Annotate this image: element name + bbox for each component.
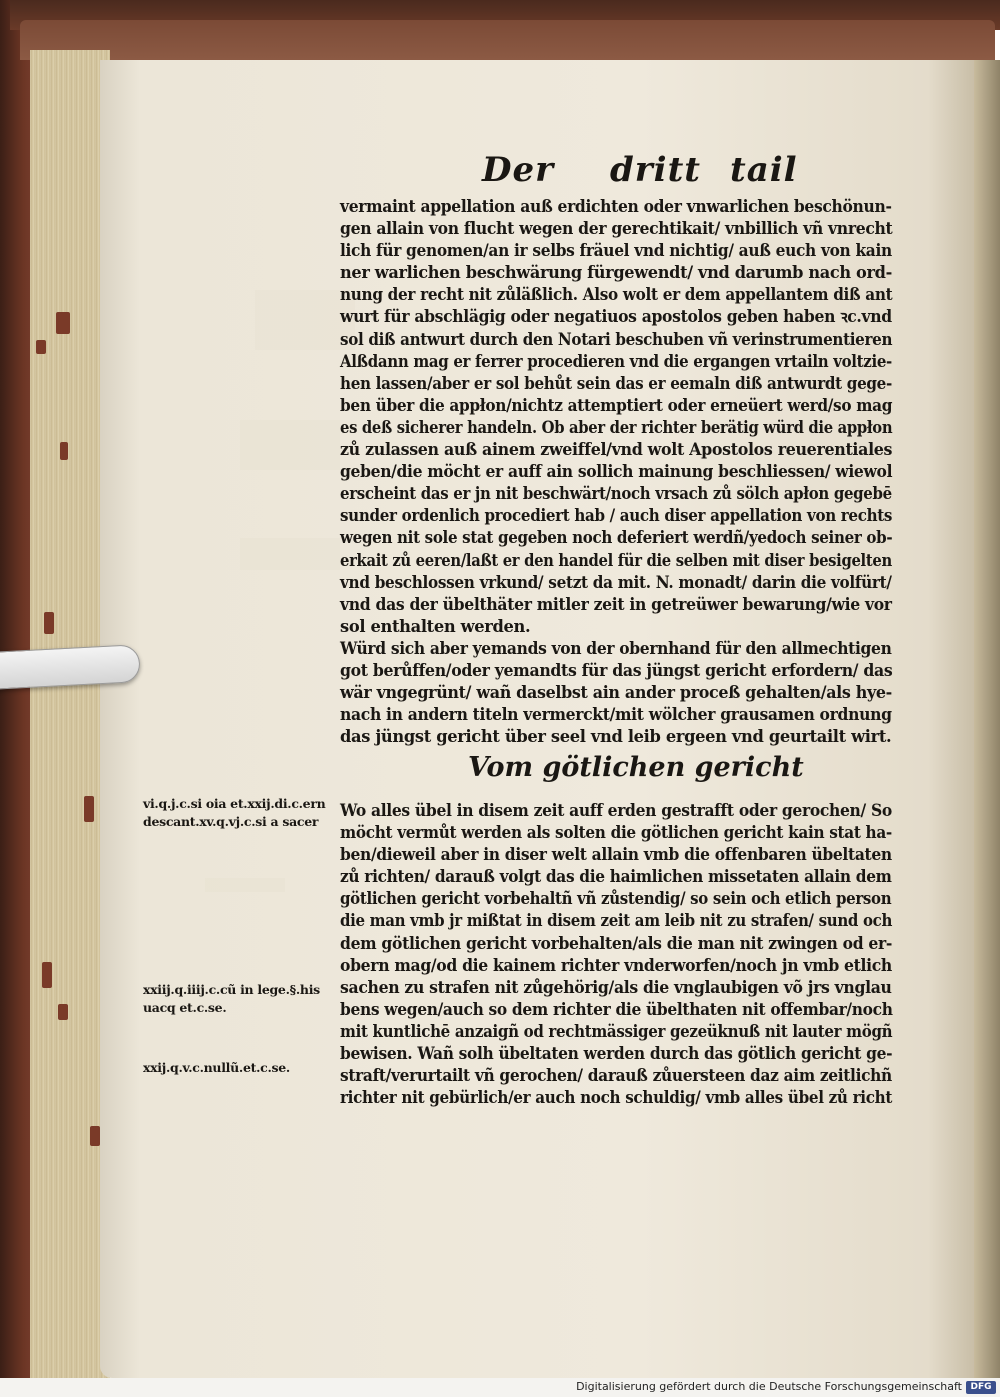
page-tab-marker bbox=[42, 962, 52, 988]
body-text-block bbox=[340, 800, 900, 1109]
page-tab-marker bbox=[36, 340, 46, 354]
text-line: sunder ordenlich procediert hab / auch diser appellation von rechts bbox=[340, 506, 893, 526]
marginal-note: xxij.q.v.c.nullũ.et.c.se. bbox=[143, 1060, 290, 1075]
marginal-note: descant.xv.q.vj.c.si a sacer bbox=[143, 814, 319, 829]
text-line: vnd das der übelthäter mitler zeit in getreüwer bewarung/wie vor bbox=[340, 594, 892, 614]
footer-bar bbox=[0, 1378, 1000, 1397]
marginal-note: xxiij.q.iiij.c.cũ in lege.§.his bbox=[143, 982, 320, 997]
text-line: das jüngst gericht über seel vnd leib ergeen vnd geurtailt wirt. bbox=[340, 727, 892, 747]
page-tab-marker bbox=[56, 312, 70, 334]
text-line: dem götlichen gericht vorbehalten/als die man nit zwingen od er- bbox=[340, 933, 893, 953]
text-line: götlichen gericht vorbehaltñ vñ zůstendig/ so sein och etlich person bbox=[340, 889, 892, 909]
text-line: got berůffen/oder yemandts für das jüngst gericht erfordern/ das bbox=[340, 660, 893, 680]
text-line: bens wegen/auch so dem richter die übelthaten nit offembar/noch bbox=[340, 999, 893, 1019]
text-line: mit kuntlichē anzaigñ od rechtmässiger gezeüknuß nit lauter mögñ bbox=[340, 1021, 893, 1041]
running-head-word: Der bbox=[482, 150, 555, 190]
text-line: wär vngegrünt/ wañ daselbst ain ander proceß gehalten/als hye- bbox=[340, 683, 892, 703]
text-line: sachen zu strafen nit zůgehörig/als die vnglaubigen võ jrs vnglau bbox=[340, 977, 892, 997]
page-tab-marker bbox=[58, 1004, 68, 1020]
text-line: ner warlichen beschwärung fürgewendt/ vnd darumb nach ord- bbox=[340, 263, 892, 283]
text-line: sol enthalten werden. bbox=[340, 616, 531, 636]
text-line: nach in andern titeln vermerckt/mit wölcher grausamen ordnung bbox=[340, 705, 892, 725]
text-line: wurt für abschlägig oder negatiuos apostolos geben haben ꝛc.vnd bbox=[340, 307, 892, 327]
text-line: Würd sich aber yemands von der obernhand für den allmechtigen bbox=[340, 638, 892, 658]
text-line: straft/verurtailt vñ gerochen/ darauß zůuersteen daz aim zeitlichñ bbox=[340, 1066, 892, 1086]
text-line: vnd beschlossen vrkund/ setzt da mit. N. monadt/ darin die volfürt/ bbox=[340, 572, 892, 592]
text-line: geben/die möcht er auff ain sollich mainung beschliessen/ wiewol bbox=[340, 462, 893, 482]
text-line: sol diß antwurt durch den Notari beschuben vñ verinstrumentieren bbox=[340, 329, 893, 349]
body-text-block bbox=[340, 196, 900, 748]
text-line: zů richten/ darauß volgt das die haimlichen missetaten allain dem bbox=[340, 867, 892, 887]
running-head-word: dritt bbox=[610, 150, 702, 190]
running-head bbox=[470, 150, 800, 200]
text-line: wegen nit sole stat gegeben noch deferiert werdñ/yedoch seiner ob- bbox=[340, 528, 893, 548]
text-line: gen allain von flucht wegen der gerechtikait/ vnbillich vñ vnrecht bbox=[340, 219, 893, 239]
text-line: erkait zů eeren/laßt er den handel für die selben mit diser besigelten bbox=[340, 550, 892, 570]
text-line: ben/dieweil aber in diser welt allain vmb die offenbaren übeltaten bbox=[340, 845, 892, 865]
text-line: vermaint appellation auß erdichten oder vnwarlichen beschönun- bbox=[340, 197, 892, 216]
show-through-text bbox=[205, 878, 285, 892]
text-line: die man vmb jr mißtat in disem zeit am leib nit zu strafen/ sund och bbox=[340, 911, 893, 931]
text-line: nung der recht nit zůläßlich. Also wolt er dem appellantem diß ant bbox=[340, 285, 893, 305]
text-line: ben über die appłon/nichtz attemptiert oder erneüert werd/so mag bbox=[340, 395, 893, 415]
text-line: hen lassen/aber er sol behůt sein das er eemaln diß antwurdt gege- bbox=[340, 373, 892, 393]
marginal-note: vi.q.j.c.si oia et.xxij.di.c.ern bbox=[143, 796, 326, 811]
dfg-logo: DFG bbox=[966, 1381, 996, 1394]
text-line: bewisen. Wañ solh übeltaten werden durch das götlich gericht ge- bbox=[340, 1044, 893, 1064]
marginal-note: uacq et.c.se. bbox=[143, 1000, 227, 1015]
page-tab-marker bbox=[84, 796, 94, 822]
section-heading: Vom götlichen gericht bbox=[468, 752, 804, 783]
page-stack-edge bbox=[30, 50, 110, 1378]
text-line: Alßdann mag er ferrer procedieren vnd die ergangen vrtailn voltzie- bbox=[340, 351, 892, 371]
page-tab-marker bbox=[90, 1126, 100, 1146]
text-line: lich für genomen/an ir selbs fräuel vnd nichtig/ auß euch von kain bbox=[340, 241, 892, 261]
text-line: richter nit gebürlich/er auch noch schuldig/ vmb alles übel zů richt bbox=[340, 1088, 893, 1108]
text-line: möcht vermůt werden als solten die götlichen gericht kain stat ha- bbox=[340, 823, 892, 843]
text-line: zů zulassen auß ainem zweiffel/vnd wolt Apostolos reuerentiales bbox=[340, 440, 893, 460]
book-cover-board bbox=[20, 20, 995, 60]
text-line: erscheint das er jn nit beschwärt/noch vrsach zů sölch apłon gegebē bbox=[340, 484, 892, 504]
text-line: obern mag/od die kainem richter vnderworfen/noch jn vmb etlich bbox=[340, 955, 892, 975]
running-head-word: tail bbox=[730, 150, 798, 190]
show-through-text bbox=[240, 538, 340, 570]
funding-credit: Digitalisierung gefördert durch die Deutsche Forschungsgemeinschaft bbox=[576, 1380, 962, 1393]
page-holder-clip bbox=[0, 644, 141, 690]
page-tab-marker bbox=[44, 612, 54, 634]
page-gutter-shadow bbox=[974, 60, 1000, 1378]
page-tab-marker bbox=[60, 442, 68, 460]
text-line: Wo alles übel in disem zeit auff erden gestrafft oder gerochen/ So bbox=[340, 801, 892, 820]
show-through-text bbox=[240, 420, 340, 470]
text-line: es deß sicherer handeln. Ob aber der richter berätig würd die appłon bbox=[340, 417, 893, 437]
